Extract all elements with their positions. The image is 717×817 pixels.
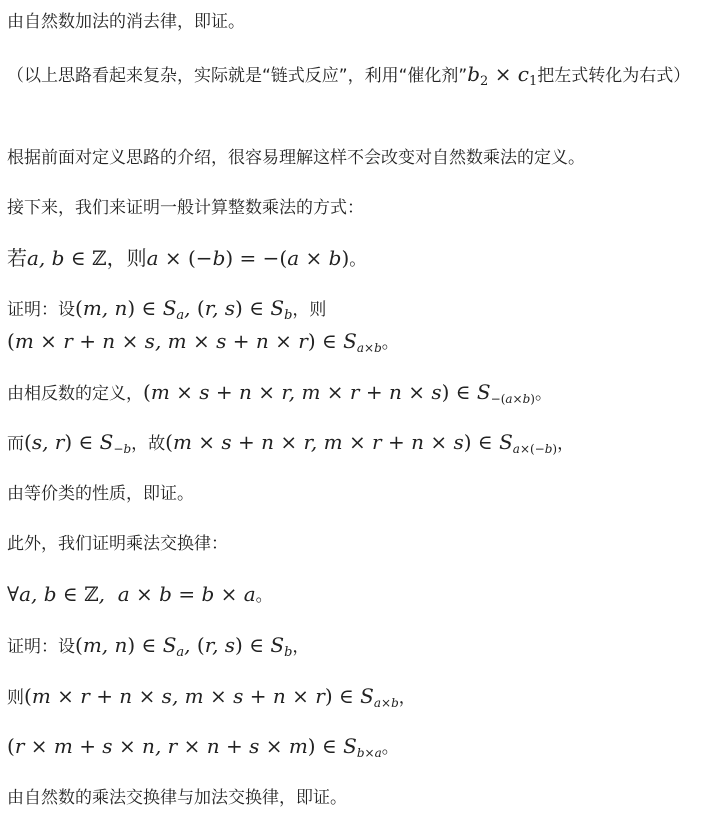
text: ，	[557, 434, 575, 454]
text: ，	[292, 637, 310, 657]
text: 由相反数的定义，	[7, 384, 143, 404]
paragraph-commutativity	[7, 531, 711, 557]
math-s-r-in-s-neg-b: (s, r) ∈ $S_{-b}$	[24, 430, 132, 456]
text: 接下来，我们来证明一般计算整数乘法的方式：	[7, 198, 364, 218]
text: 。	[381, 333, 399, 353]
theorem-commutativity	[7, 581, 711, 609]
math-m-n-in-sa-2: (m, n) ∈ $S_a$, (r, s) ∈ $S_b$	[75, 633, 293, 660]
text: 。	[255, 586, 273, 606]
paragraph-next	[7, 195, 711, 221]
proof-1-line-1	[7, 295, 711, 323]
text: 由自然数加法的消去律，即证。	[7, 12, 245, 32]
text: 则	[7, 688, 24, 708]
proof-1-end	[7, 481, 711, 507]
text: 根据前面对定义思路的介绍，很容易理解这样不会改变对自然数乘法的定义。	[7, 148, 585, 168]
theorem-negative-multiplication	[7, 245, 711, 273]
text: （以上思路看起来复杂，实际就是“链式反应”，利用“催化剂”	[7, 66, 468, 86]
proof-1-line-4	[7, 429, 711, 457]
math-commutativity: ∀a, b ∈ ℤ, a × b = b × a	[7, 582, 256, 606]
text: ，	[398, 688, 416, 708]
math-neg-product: a × (−b) = −(a × b)	[146, 246, 350, 270]
text: 。	[381, 738, 399, 758]
proof-1-line-2	[7, 328, 711, 356]
math-swapped-pair: (m × s + n × r, m × r + n × s) ∈ $S_{-(a\times b)}$	[143, 380, 535, 406]
math-a-b-in-z: a, b ∈ ℤ	[27, 246, 107, 270]
paragraph-chain-reaction	[7, 61, 711, 89]
math-conclusion: (m × s + n × r, m × r + n × s) ∈ $S_{a\times(-b)}$	[165, 430, 558, 456]
math-product-pair: (m × r + n × s, m × s + n × r) ∈ $S_{a\times b}$	[7, 329, 382, 355]
math-m-n-in-sa: (m, n) ∈ $S_a$, (r, s) ∈ $S_b$	[75, 296, 293, 323]
text: 此外，我们证明乘法交换律：	[7, 534, 228, 554]
proof-2-line-2	[7, 683, 711, 711]
math-catalyst: $b_2 \times c_1$	[467, 62, 538, 89]
text: ，则	[106, 246, 147, 270]
paragraph-definition-note	[7, 145, 711, 171]
text: 而	[7, 434, 24, 454]
text: ，故	[131, 434, 166, 454]
text: 证明：设	[7, 300, 75, 320]
text: 由自然数的乘法交换律与加法交换律，即证。	[7, 788, 347, 808]
text: 。	[534, 384, 552, 404]
text: 若	[7, 246, 27, 270]
text: 。	[349, 250, 367, 270]
proof-1-line-3	[7, 379, 711, 407]
text: 由等价类的性质，即证。	[7, 484, 194, 504]
text: 把左式转化为右式）	[537, 66, 691, 86]
proof-2-line-3	[7, 733, 711, 761]
text: 证明：设	[7, 637, 75, 657]
proof-2-end	[7, 785, 711, 811]
math-product-pair-2: (m × r + n × s, m × s + n × r) ∈ $S_{a\times b}$	[24, 684, 399, 710]
math-product-pair-3: (r × m + s × n, r × n + s × m) ∈ $S_{b\times a}$	[7, 734, 382, 760]
proof-2-line-1	[7, 632, 711, 660]
paragraph-cancellation	[7, 9, 711, 35]
text: ，则	[292, 300, 327, 320]
